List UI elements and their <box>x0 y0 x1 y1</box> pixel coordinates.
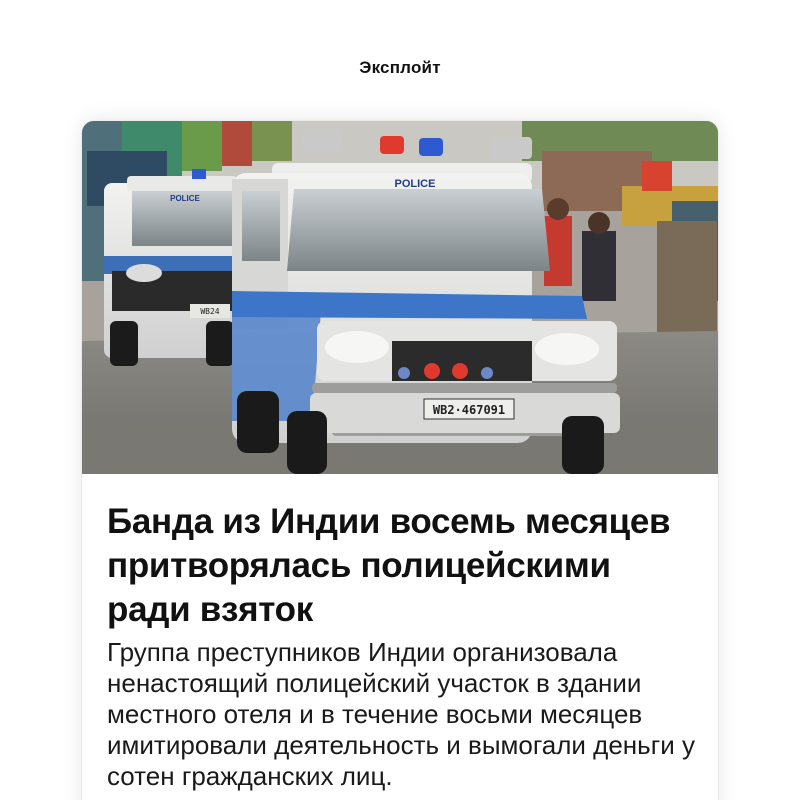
police-label: POLICE <box>394 178 436 190</box>
back-plate: WB24 <box>200 307 220 316</box>
article-headline[interactable]: Банда из Индии восемь месяцев притворялась полицейскими ради взяток <box>107 502 671 629</box>
channel-title: Эксплойт <box>359 58 441 77</box>
article-lead: Группа преступников Индии организовала ненастоящий полицейский участок в здании местного отеля и в течение восьми месяцев имитировали деятельность и вымогали деньги у сотен гражданских лиц. <box>107 637 695 791</box>
article-card[interactable] <box>82 121 718 800</box>
article-photo <box>82 121 718 474</box>
front-plate: WB2·467091 <box>432 403 506 417</box>
svg-text:POLICE: POLICE <box>170 194 200 203</box>
